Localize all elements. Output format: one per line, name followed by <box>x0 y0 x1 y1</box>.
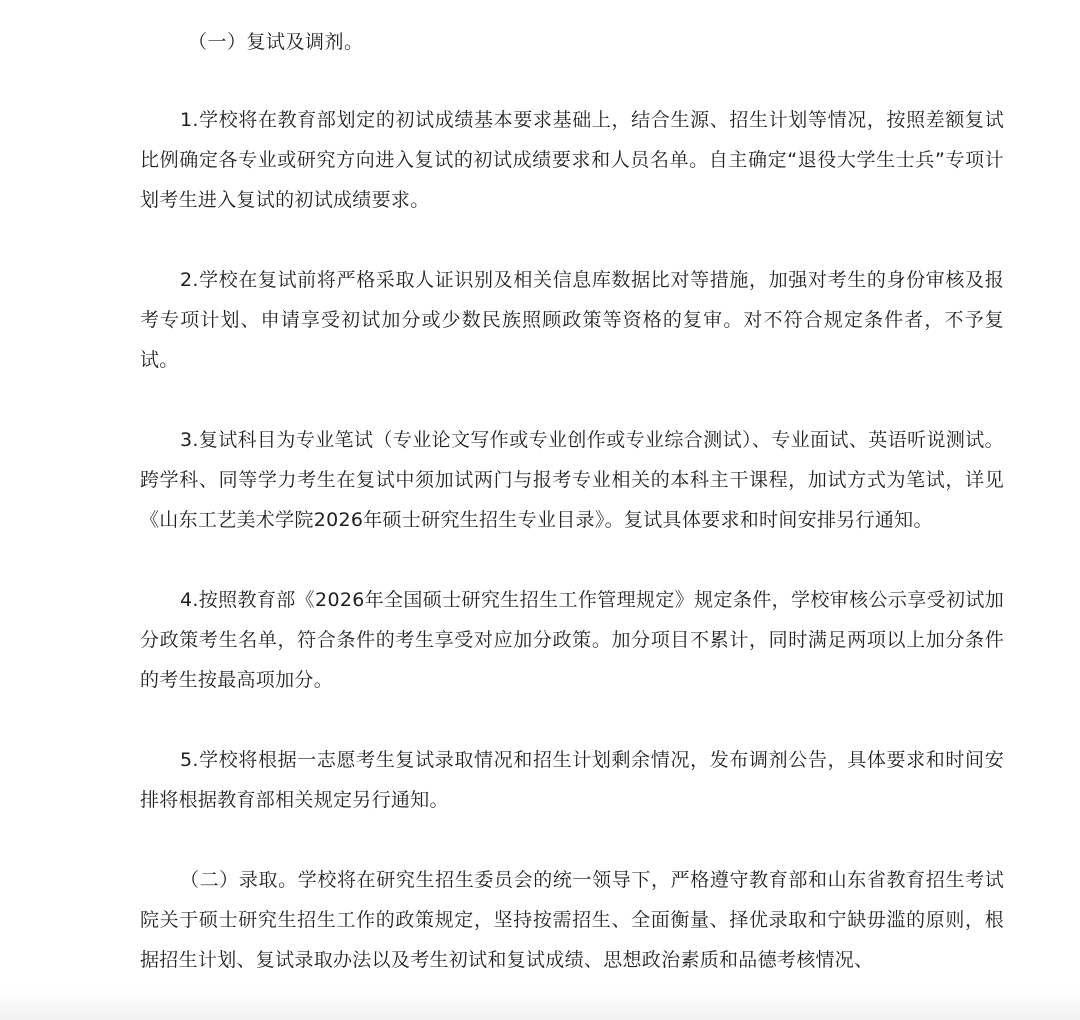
section-heading: （一）复试及调剂。 <box>188 31 364 53</box>
paragraph-2: 2.学校在复试前将严格采取人证识别及相关信息库数据比对等措施，加强对考生的身份审核及报考专项计划、申请享受初试加分或少数民族照顾政策等资格的复审。对不符合规定条件者，不予复试。 <box>140 269 1004 371</box>
bottom-fade <box>0 990 1080 1020</box>
paragraph-admission: （二）录取。学校将在研究生招生委员会的统一领导下，严格遵守教育部和山东省教育招生考试院关于硕士研究生招生工作的政策规定，坚持按需招生、全面衡量、择优录取和宁缺毋滥的原则，根据招生计划、复试录取办法以及考生初试和复试成绩、思想政治素质和品德考核情况、 <box>140 869 1004 971</box>
paragraph-1: 1.学校将在教育部划定的初试成绩基本要求基础上，结合生源、招生计划等情况，按照差额复试比例确定各专业或研究方向进入复试的初试成绩要求和人员名单。自主确定“退役大学生士兵”专项计划考生进入复试的初试成绩要求。 <box>140 109 1004 211</box>
paragraph-5: 5.学校将根据一志愿考生复试录取情况和招生计划剩余情况，发布调剂公告，具体要求和时间安排将根据教育部相关规定另行通知。 <box>140 749 1004 811</box>
paragraph-4: 4.按照教育部《2026年全国硕士研究生招生工作管理规定》规定条件，学校审核公示享受初试加分政策考生名单，符合条件的考生享受对应加分政策。加分项目不累计，同时满足两项以上加分条件的考生按最高项加分。 <box>140 589 1004 691</box>
paragraph-3: 3.复试科目为专业笔试（专业论文写作或专业创作或专业综合测试）、专业面试、英语听说测试。跨学科、同等学力考生在复试中须加试两门与报考专业相关的本科主干课程，加试方式为笔试，详见《山东工艺美术学院2026年硕士研究生招生专业目录》。复试具体要求和时间安排另行通知。 <box>140 429 1004 531</box>
document-body <box>140 22 1004 1020</box>
